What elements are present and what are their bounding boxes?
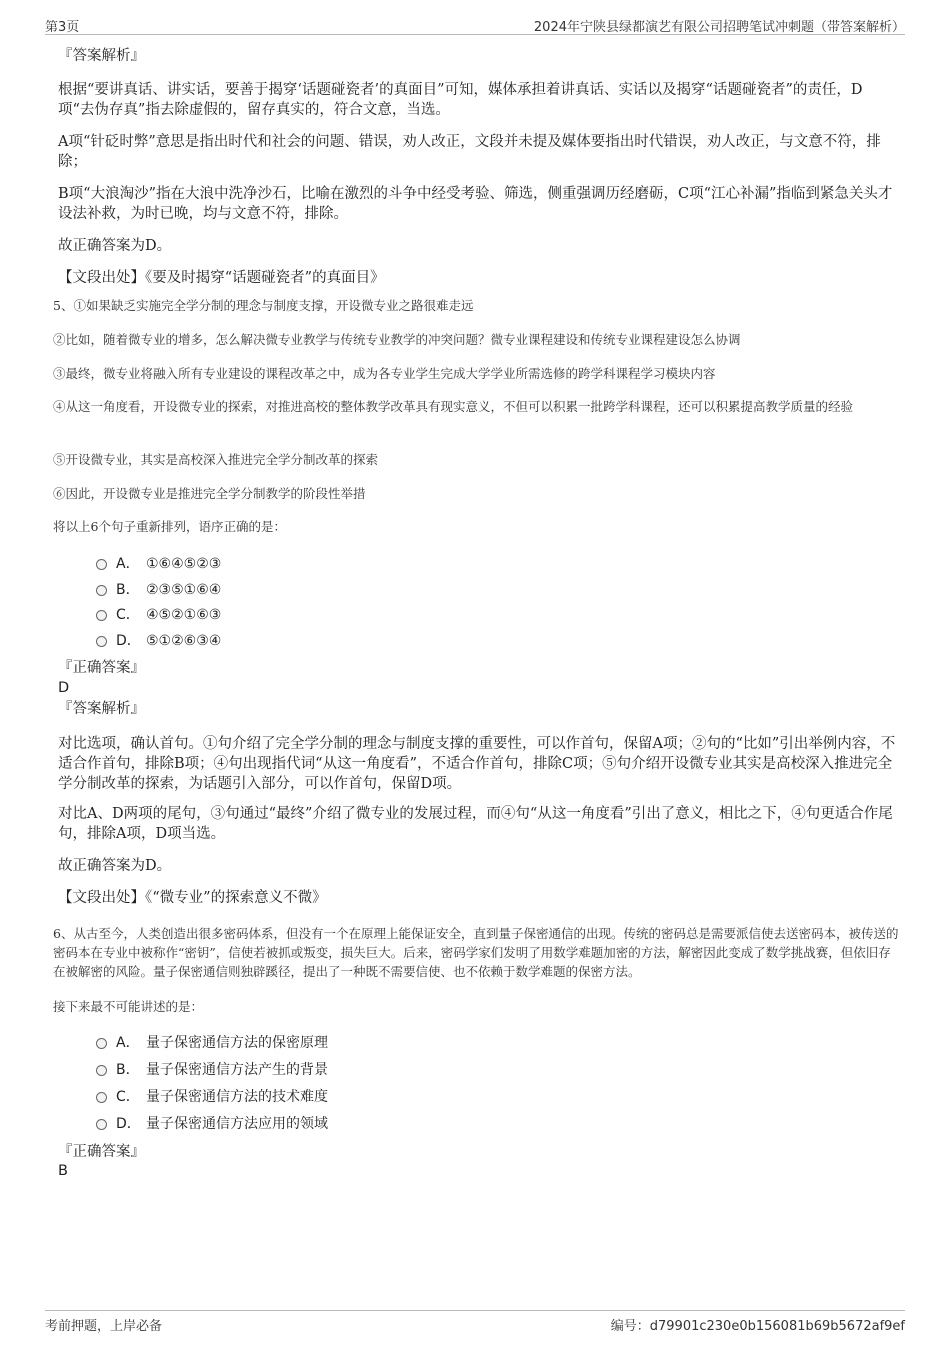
option-c[interactable]: C． ④⑤②①⑥③ (96, 605, 221, 625)
question-sentence: ⑥因此，开设微专业是推进完全学分制教学的阶段性举措 (53, 486, 366, 501)
page-number: 第3页 (45, 20, 80, 35)
radio-icon[interactable] (96, 585, 107, 596)
correct-answer-label: 『正确答案』 (58, 1144, 145, 1160)
option-d[interactable]: D． ⑤①②⑥③④ (96, 631, 221, 651)
radio-icon[interactable] (96, 1119, 107, 1130)
page-header (45, 14, 905, 35)
page-footer (45, 1310, 905, 1333)
analysis-label: 『答案解析』 (58, 48, 145, 64)
option-b[interactable]: B． 量子保密通信方法产生的背景 (96, 1060, 328, 1080)
radio-icon[interactable] (96, 1092, 107, 1103)
analysis-paragraph: A项“针砭时弊”意思是指出时代和社会的问题、错误，劝人改正，文段并未提及媒体要指出时代错误，劝人改正，与文意不符，排除； (58, 134, 881, 170)
option-a[interactable]: A． 量子保密通信方法的保密原理 (96, 1033, 328, 1053)
radio-icon[interactable] (96, 610, 107, 621)
question-sentence: 5、①如果缺乏实施完全学分制的理念与制度支撑，开设微专业之路很难走远 (53, 298, 474, 313)
analysis-paragraph: B项“大浪淘沙”指在大浪中洗净沙石，比喻在激烈的斗争中经受考验、筛选，侧重强调历经磨砺，C项“江心补漏”指临到紧急关头才设法补救，为时已晚，均与文意不符，排除。 (58, 186, 893, 222)
conclusion-text: 故正确答案为D。 (58, 238, 172, 254)
question-stem: 6、从古至今，人类创造出很多密码体系，但没有一个在原理上能保证安全，直到量子保密通信的出现。传统的密码总是需要派信使去送密码本，被传送的密码本在专业中被称作“密钥”，信使若被抓或叛变，损失巨大。后来，密码学家们发明了用数学难题加密的方法，解密因此变成了数学挑战赛，但依旧存在被解密的风险。量子保密通信则独辟蹊径，提出了一种既不需要信使、也不依赖于数学难题的保密方法。 (53, 926, 899, 979)
option-a[interactable]: A． ①⑥④⑤②③ (96, 554, 221, 574)
correct-answer-label: 『正确答案』 (58, 660, 145, 676)
radio-icon[interactable] (96, 559, 107, 570)
correct-answer: D (58, 680, 70, 696)
option-c[interactable]: C． 量子保密通信方法的技术难度 (96, 1087, 328, 1107)
analysis-label: 『答案解析』 (58, 701, 145, 717)
question-sentence: ③最终，微专业将融入所有专业建设的课程改革之中，成为各专业学生完成大学学业所需选修的跨学科课程学习模块内容 (53, 366, 716, 381)
document-code: 编号：d79901c230e0b156081b69b5672af9ef (610, 1319, 905, 1334)
option-b[interactable]: B． ②③⑤①⑥④ (96, 580, 221, 600)
question-sentence: ②比如，随着微专业的增多，怎么解决微专业教学与传统专业教学的冲突问题？微专业课程建设和传统专业课程建设怎么协调 (53, 332, 741, 347)
conclusion-text: 故正确答案为D。 (58, 858, 172, 874)
analysis-paragraph: 对比选项，确认首句。①句介绍了完全学分制的理念与制度支撑的重要性，可以作首句，保留A项；②句的“比如”引出举例内容，不适合作首句，排除B项；④句出现指代词“从这一角度看”，不适合作首句，排除C项；⑤句介绍开设微专业其实是高校深入推进完全学分制改革的探索，为话题引入部分，可以作首句，保留D项。 (58, 736, 896, 792)
source-text: 【文段出处】《“微专业”的探索意义不微》 (58, 890, 327, 906)
question-prompt: 将以上6个句子重新排列，语序正确的是： (53, 519, 286, 534)
analysis-paragraph: 根据“要讲真话、讲实话，要善于揭穿‘话题碰瓷者’的真面目”可知，媒体承担着讲真话、实话以及揭穿“话题碰瓷者”的责任，D项“去伪存真”指去除虚假的，留存真实的，符合文意，当选。 (58, 82, 863, 118)
option-d[interactable]: D． 量子保密通信方法应用的领域 (96, 1114, 328, 1134)
analysis-paragraph: 对比A、D两项的尾句，③句通过“最终”介绍了微专业的发展过程，而④句“从这一角度看”引出了意义，相比之下，④句更适合作尾句，排除A项，D项当选。 (58, 806, 893, 842)
radio-icon[interactable] (96, 1065, 107, 1076)
question-sentence: ⑤开设微专业，其实是高校深入推进完全学分制改革的探索 (53, 452, 379, 467)
correct-answer: B (58, 1163, 68, 1179)
radio-icon[interactable] (96, 636, 107, 647)
radio-icon[interactable] (96, 1038, 107, 1049)
document-title: 2024年宁陕县绿都演艺有限公司招聘笔试冲刺题（带答案解析） (533, 20, 905, 35)
footer-slogan: 考前押题，上岸必备 (45, 1319, 163, 1334)
source-text: 【文段出处】《要及时揭穿“话题碰瓷者”的真面目》 (58, 270, 385, 286)
question-prompt: 接下来最不可能讲述的是： (53, 999, 204, 1014)
question-sentence: ④从这一角度看，开设微专业的探索，对推进高校的整体教学改革具有现实意义，不但可以积累一批跨学科课程，还可以积累提高教学质量的经验 (53, 399, 854, 414)
